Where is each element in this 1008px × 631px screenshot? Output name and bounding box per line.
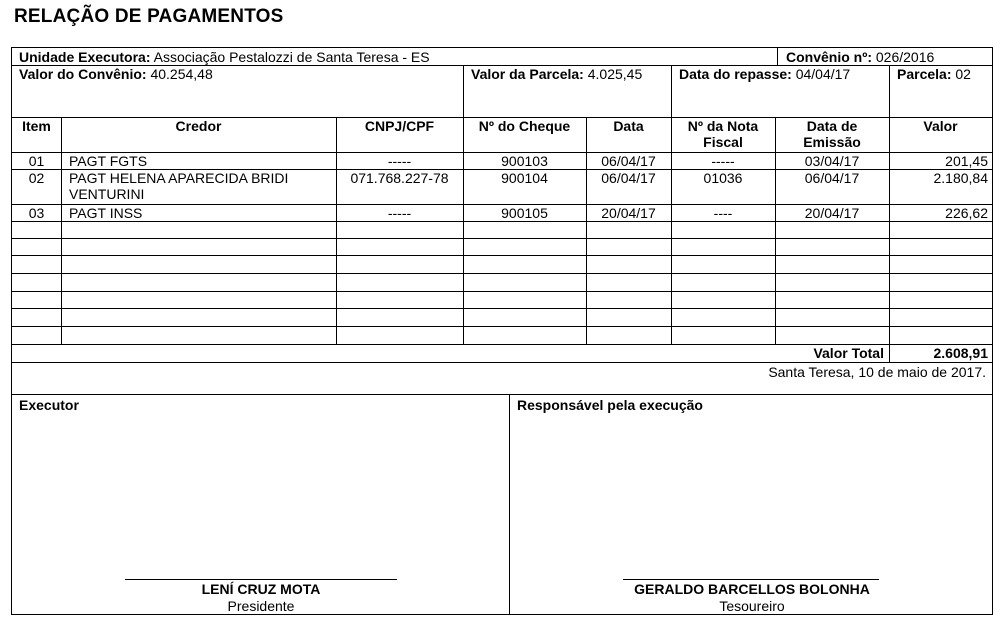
parcela-value: 02 [955,66,971,82]
responsavel-label: Responsável pela execução [517,397,703,413]
parcela-label: Parcela: [897,66,952,82]
divider [12,273,992,274]
data-repasse [679,66,850,82]
executor-signature-line [125,579,397,580]
divider [671,117,672,344]
divider [889,65,890,117]
column-header-valor: Valor [923,118,958,134]
column-header-nota-line1: Nº da Nota [687,118,759,134]
unidade-label: Unidade Executora: [19,49,151,65]
responsavel-role: Tesoureiro [719,598,785,614]
table-cell-valor: 201,45 [945,153,988,169]
table-cell-item: 02 [28,170,45,186]
table-cell-credor: PAGT INSS [69,205,143,221]
valor-parcela-value: 4.025,45 [587,66,643,82]
table-cell-nota: ---- [713,205,733,221]
executor-name: LENÍ CRUZ MOTA [201,581,321,597]
table-cell-credor: PAGT FGTS [69,153,148,169]
table-cell-data: 20/04/17 [601,205,656,221]
table-cell-valor: 226,62 [945,205,988,221]
divider [509,394,510,615]
table-cell-credor: PAGT HELENA APARECIDA BRIDI VENTURINI [69,170,289,202]
convenio [786,49,934,65]
divider [12,394,992,395]
data-repasse-label: Data do repasse: [679,66,792,82]
unidade-executora [19,49,430,65]
column-header-credor: Credor [175,118,222,134]
column-header-nota [671,118,775,150]
executor-label: Executor [19,397,79,413]
divider [463,117,464,344]
table-cell-emissao: 03/04/17 [804,153,860,169]
table-cell-valor: 2.180,84 [933,170,988,186]
convenio-value: 026/2016 [875,49,935,65]
parcela [897,66,971,82]
place-date: Santa Teresa, 10 de maio de 2017. [768,364,986,380]
table-cell-data: 06/04/17 [601,170,656,186]
column-header-emissao-line2: Emissão [803,134,861,150]
divider [12,238,992,239]
divider [12,221,992,222]
divider [777,48,778,65]
divider [12,362,992,363]
valor-convenio-label: Valor do Convênio: [19,66,147,82]
table-cell-cheque: 900105 [501,205,548,221]
table-cell-item: 03 [28,205,45,221]
table-cell-emissao: 06/04/17 [804,170,860,186]
column-header-emissao-line1: Data de [806,118,858,134]
responsavel-name: GERALDO BARCELLOS BOLONHA [634,581,870,597]
column-header-data: Data [613,118,644,134]
executor-role: Presidente [227,598,295,614]
column-header-cheque: Nº do Cheque [478,118,571,134]
table-cell-nota: ----- [711,153,735,169]
column-header-item: Item [22,118,51,134]
total-label: Valor Total [813,345,884,361]
divider [336,117,337,344]
divider [12,326,992,327]
column-header-emissao [775,118,889,150]
column-header-nota-line2: Fiscal [703,134,743,150]
divider [12,308,992,309]
convenio-label: Convênio nº: [786,49,872,65]
divider [12,291,992,292]
divider [12,255,992,256]
table-cell-nota: 01036 [703,170,743,186]
column-header-cnpj: CNPJ/CPF [364,118,435,134]
table-cell-cheque: 900103 [501,153,548,169]
divider [775,117,776,344]
divider [61,117,62,344]
divider [671,65,672,117]
divider [463,65,464,117]
valor-parcela-label: Valor da Parcela: [471,66,584,82]
table-cell-cnpj: ----- [387,153,412,169]
table-cell-cnpj: 071.768.227-78 [350,170,449,186]
total-value: 2.608,91 [933,345,988,361]
table-cell-item: 01 [28,153,45,169]
responsavel-signature-line [623,579,879,580]
data-repasse-value: 04/04/17 [795,66,851,82]
unidade-value: Associação Pestalozzi de Santa Teresa - ES [153,49,430,65]
valor-convenio-value: 40.254,48 [150,66,213,82]
table-cell-data: 06/04/17 [601,153,656,169]
valor-parcela [471,66,642,82]
payment-form [11,47,993,615]
divider [586,117,587,344]
table-cell-cheque: 900104 [501,170,548,186]
valor-convenio [19,66,213,82]
page-title: RELAÇÃO DE PAGAMENTOS [14,6,284,27]
table-cell-emissao: 20/04/17 [804,205,860,221]
table-cell-cnpj: ----- [387,205,412,221]
